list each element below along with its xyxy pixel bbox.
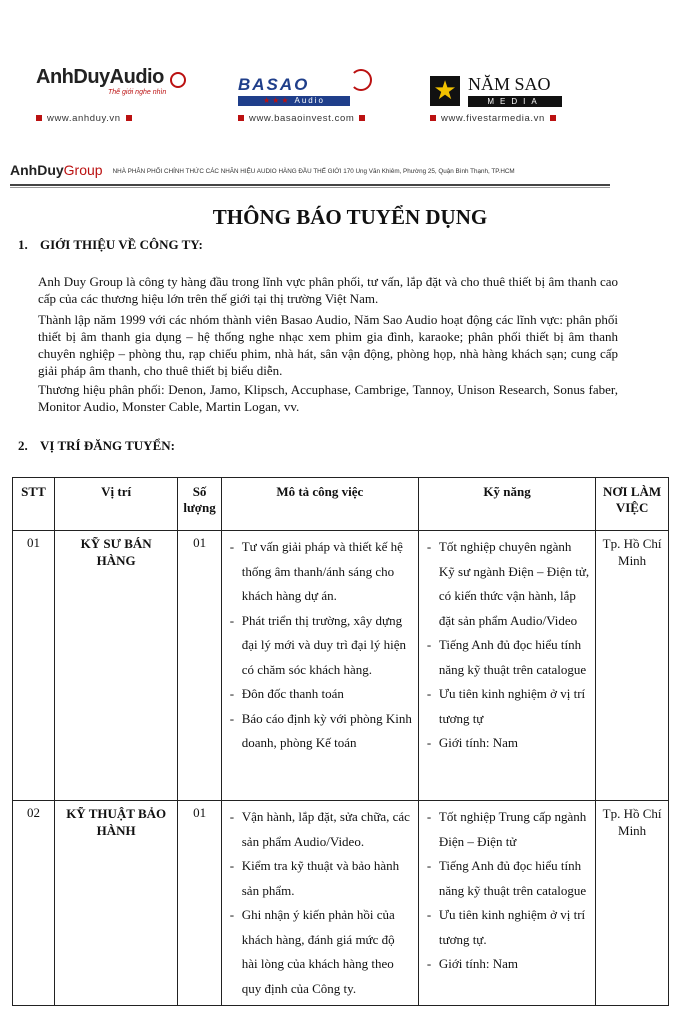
section2-title: VỊ TRÍ ĐĂNG TUYỂN:: [40, 438, 175, 453]
basao-sub: [238, 96, 350, 106]
basao-logo: [238, 75, 350, 106]
section2-heading: [18, 438, 175, 454]
row2-stt: 02: [13, 801, 55, 1006]
row1-position: KỸ SƯ BÁN HÀNG: [54, 531, 177, 801]
row1-location: Tp. Hồ Chí Minh: [596, 531, 669, 801]
namsao-url: [430, 113, 556, 124]
list-item: - Đôn đốc thanh toán: [227, 682, 413, 707]
namsao-url-text: www.fivestarmedia.vn: [441, 113, 545, 124]
basao-logo-name: BASAO: [238, 75, 310, 94]
list-item: - Ưu tiên kinh nghiệm ở vị trí tương tự.: [424, 903, 590, 952]
row2-quantity: 01: [178, 801, 221, 1006]
row1-description: [221, 531, 418, 801]
header-position: Vị trí: [54, 478, 177, 531]
section2-number: 2.: [18, 438, 28, 453]
row2-location: Tp. Hồ Chí Minh: [596, 801, 669, 1006]
header-description: Mô tả công việc: [221, 478, 418, 531]
list-item: - Báo cáo định kỳ với phòng Kinh doanh, phòng Kế toán: [227, 707, 413, 756]
stars-icon: ★★★: [263, 96, 291, 105]
table-row: [13, 801, 669, 1006]
star-box-icon: ★: [430, 76, 460, 106]
anhduy-tagline: Thế giới nghe nhìn: [108, 89, 167, 96]
basao-sub-text: Audio: [294, 96, 325, 105]
row1-stt: 01: [13, 531, 55, 801]
row1-skills: [418, 531, 595, 801]
header-stt: STT: [13, 478, 55, 531]
list-item: - Tốt nghiệp chuyên ngành Kỹ sư ngành Điện – Điện tử, có kiến thức vận hành, lắp đặt sản phẩm Audio/Video: [424, 535, 590, 633]
section1-paragraph-1: Anh Duy Group là công ty hàng đầu trong lĩnh vực phân phối, tư vấn, lắp đặt và cho thuê thiết bị âm thanh cao cấp của các thương hiệu lớn trên thế giới tại thị trường Việt Nam.: [38, 274, 618, 306]
section1-paragraph-3: Thương hiệu phân phối: Denon, Jamo, Klipsch, Accuphase, Cambrige, Tannoy, Unison Research, Sonus faber, Monitor Audio, Monster Cable, Martin Logan, vv.: [38, 382, 618, 414]
list-item: - Phát triển thị trường, xây dựng đại lý mới và duy trì đại lý hiện có chăm sóc khách hàng.: [227, 609, 413, 683]
basao-swoosh-icon: [350, 69, 372, 91]
namsao-logo-name: NĂM SAO: [468, 74, 551, 94]
list-item: - Vận hành, lắp đặt, sửa chữa, các sản phẩm Audio/Video.: [227, 805, 413, 854]
table-header-row: [13, 478, 669, 531]
row2-position: KỸ THUẬT BẢO HÀNH: [54, 801, 177, 1006]
list-item: - Kiểm tra kỹ thuật và bảo hành sản phẩm.: [227, 854, 413, 903]
table-row: [13, 531, 669, 801]
row1-quantity: 01: [178, 531, 221, 801]
anhduy-url-text: www.anhduy.vn: [47, 113, 121, 124]
page-title: THÔNG BÁO TUYỂN DỤNG: [212, 205, 488, 229]
list-item: - Ghi nhận ý kiến phản hồi của khách hàng, đánh giá mức độ hài lòng của khách hàng theo quy định của Công ty.: [227, 903, 413, 1001]
jobs-table: [12, 477, 669, 1006]
section1-number: 1.: [18, 237, 28, 252]
basao-url-text: www.basaoinvest.com: [249, 113, 355, 124]
header-logos: [0, 66, 700, 126]
header-skills: Kỹ năng: [418, 478, 595, 531]
list-item: - Ưu tiên kinh nghiệm ở vị trí tương tự: [424, 682, 590, 731]
anhduy-url: [36, 113, 132, 124]
row2-skills: [418, 801, 595, 1006]
anhduy-audio-logo: [36, 66, 167, 96]
list-item: - Tiếng Anh đủ đọc hiểu tính năng kỹ thuật trên catalogue: [424, 854, 590, 903]
group-banner: [10, 162, 610, 184]
speaker-icon: [170, 72, 186, 88]
row2-description: [221, 801, 418, 1006]
list-item: - Giới tính: Nam: [424, 952, 590, 977]
header-rule-thin: [10, 187, 610, 188]
group-line-text: NHÀ PHÂN PHỐI CHÍNH THỨC CÁC NHÃN HIỆU AUDIO HÀNG ĐẦU THẾ GIỚI 170 Ung Văn Khiêm, Phường 25, Quận Bình Thạnh, TP.HCM: [112, 168, 515, 175]
section1-title: GIỚI THIỆU VỀ CÔNG TY:: [40, 237, 203, 252]
basao-url: [238, 113, 365, 124]
list-item: - Tốt nghiệp Trung cấp ngành Điện – Điện tử: [424, 805, 590, 854]
namsao-sub: MEDIA: [468, 96, 562, 107]
section1-heading: [18, 237, 203, 253]
header-location: NƠI LÀM VIỆC: [596, 478, 669, 531]
header-rule: [10, 184, 610, 186]
list-item: - Tư vấn giải pháp và thiết kế hệ thống âm thanh/ánh sáng cho khách hàng dự án.: [227, 535, 413, 609]
group-name-b: Group: [63, 162, 103, 178]
header-quantity: Số lượng: [178, 478, 221, 531]
anhduy-logo-name: AnhDuyAudio: [36, 66, 164, 88]
list-item: - Tiếng Anh đủ đọc hiểu tính năng kỹ thuật trên catalogue: [424, 633, 590, 682]
section1-paragraph-2: Thành lập năm 1999 với các nhóm thành viên Basao Audio, Năm Sao Audio hoạt động các lĩnh vực: phân phối thiết bị âm thanh gia dụng – hệ thống nghe nhạc xem phim gia đình, karaoke; phân phối thiết bị âm thanh chuyên nghiệp – phòng thu, rạp chiếu phim, nhà hát, sân vận động, phòng họp, nhà hàng khách sạn; cung cấp giải pháp âm thanh, cho thuê thiết bị biểu diễn.: [38, 312, 618, 378]
group-name-a: AnhDuy: [10, 162, 64, 178]
list-item: - Giới tính: Nam: [424, 731, 590, 756]
